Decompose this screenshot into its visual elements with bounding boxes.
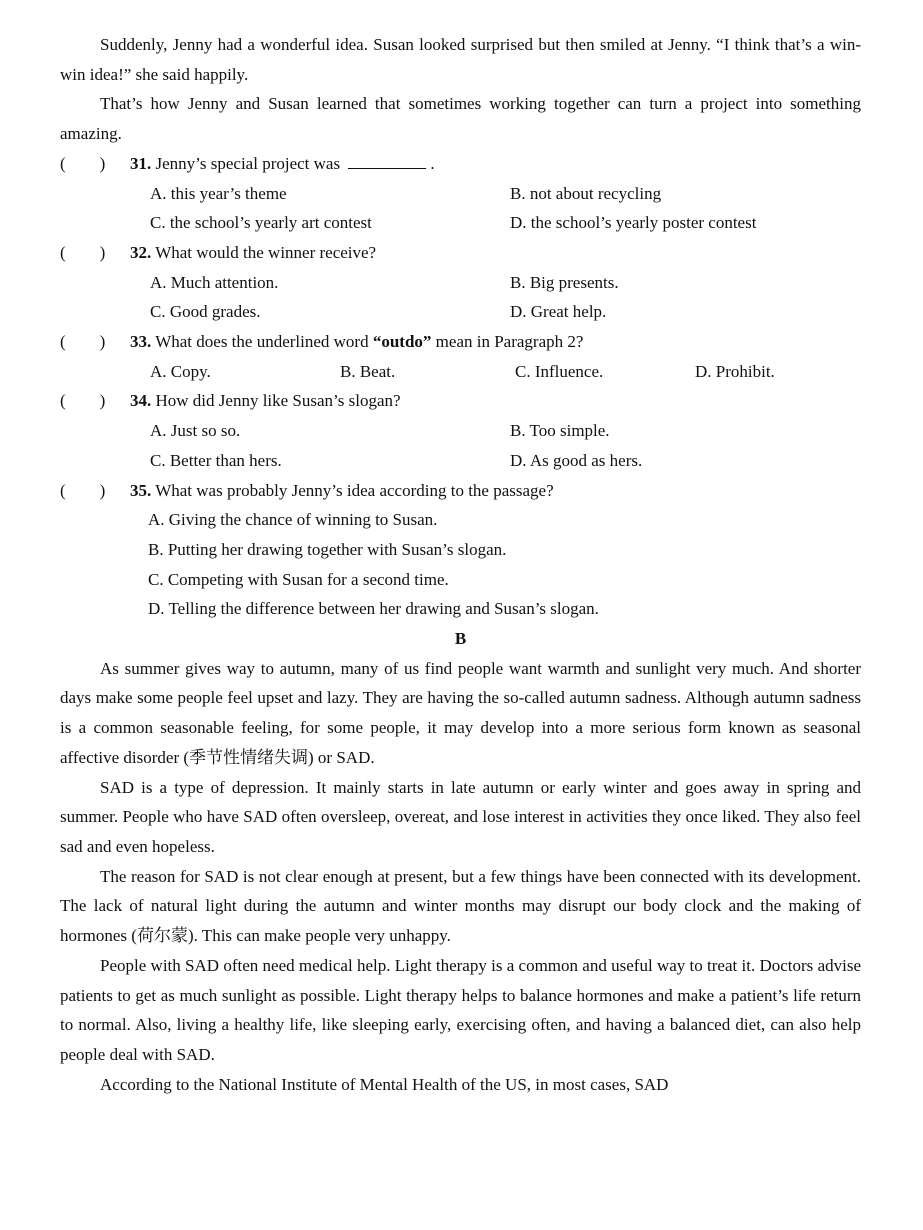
- story-paragraph: Suddenly, Jenny had a wonderful idea. Susan looked surprised but then smiled at Jenny. “I think that’s a win-win idea!” she said happily.: [60, 35, 861, 84]
- question-stem: Jenny’s special project was: [155, 153, 341, 173]
- option-b[interactable]: B. Too simple.: [510, 421, 610, 441]
- options-35: [60, 505, 861, 624]
- answer-bracket[interactable]: ( ): [60, 480, 106, 500]
- question-keyword: “outdo”: [372, 332, 432, 352]
- question-number: 31.: [130, 153, 152, 173]
- options-34: [60, 416, 861, 475]
- option-c[interactable]: C. Influence.: [515, 361, 604, 381]
- option-b[interactable]: B. not about recycling: [510, 183, 662, 203]
- option-d[interactable]: D. Great help.: [510, 302, 607, 322]
- question-stem: What was probably Jenny’s idea according to the passage?: [155, 480, 554, 500]
- option-a[interactable]: A. Copy.: [150, 361, 211, 381]
- passage-paragraph: According to the National Institute of Mental Health of the US, in most cases, SAD: [100, 1074, 669, 1094]
- option-d[interactable]: D. As good as hers.: [510, 450, 643, 470]
- option-c[interactable]: C. Good grades.: [150, 302, 261, 322]
- question-stem-post: mean in Paragraph 2?: [431, 332, 584, 352]
- option-a[interactable]: A. Giving the chance of winning to Susan.: [148, 510, 438, 530]
- option-c[interactable]: C. the school’s yearly art contest: [150, 213, 372, 233]
- question-stem: What would the winner receive?: [155, 242, 377, 262]
- answer-bracket[interactable]: ( ): [60, 332, 106, 352]
- option-a[interactable]: A. Much attention.: [150, 272, 279, 292]
- question-34: [60, 386, 861, 416]
- question-33: [60, 327, 861, 357]
- options-33: [60, 357, 861, 387]
- option-d[interactable]: D. Telling the difference between her drawing and Susan’s slogan.: [148, 599, 599, 619]
- passage-paragraph: SAD is a type of depression. It mainly starts in late autumn or early winter and goes away in spring and summer. People who have SAD often oversleep, overeat, and lose interest in activities they once liked. They also feel sad and even hopeless.: [60, 777, 861, 856]
- question-stem: How did Jenny like Susan’s slogan?: [155, 391, 401, 411]
- option-b[interactable]: B. Big presents.: [510, 272, 619, 292]
- answer-bracket[interactable]: ( ): [60, 153, 106, 173]
- passage-paragraph: The reason for SAD is not clear enough at present, but a few things have been connected with its development. The lack of natural light during the autumn and winter months may disrupt our body clock and the making of hormones (荷尔蒙). This can make people very unhappy.: [60, 866, 861, 946]
- options-31: [60, 179, 861, 238]
- question-number: 33.: [130, 332, 152, 352]
- option-d[interactable]: D. Prohibit.: [695, 361, 775, 381]
- section-title: B: [454, 629, 467, 649]
- question-35: [60, 476, 861, 506]
- answer-bracket[interactable]: ( ): [60, 242, 106, 262]
- option-b[interactable]: B. Putting her drawing together with Susan’s slogan.: [148, 539, 507, 559]
- question-stem-pre: What does the underlined word: [155, 332, 373, 352]
- story-paragraph: That’s how Jenny and Susan learned that sometimes working together can turn a project into something amazing.: [60, 94, 861, 144]
- passage-paragraph: As summer gives way to autumn, many of us find people want warmth and sunlight very much. And shorter days make some people feel upset and lazy. They are having the so-called autumn sadness. Although autumn sadness is a common seasonable feeling, for some people, it may develop into a more serious form known as seasonal affective disorder (季节性情绪失调) or SAD.: [60, 658, 861, 767]
- question-number: 34.: [130, 391, 152, 411]
- stem-end: .: [430, 153, 435, 173]
- question-32: [60, 238, 861, 268]
- passage-paragraph: People with SAD often need medical help. Light therapy is a common and useful way to treat it. Doctors advise patients to get as much sunlight as possible. Light therapy helps to balance hormones and make a patient’s life return to normal. Also, living a healthy life, like sleeping early, exercising often, and having a balanced diet, can also help people deal with SAD.: [60, 955, 861, 1064]
- question-31: [60, 149, 861, 179]
- option-d[interactable]: D. the school’s yearly poster contest: [510, 213, 757, 233]
- option-b[interactable]: B. Beat.: [340, 361, 396, 381]
- question-number: 35.: [130, 480, 152, 500]
- question-number: 32.: [130, 242, 152, 262]
- answer-bracket[interactable]: ( ): [60, 391, 106, 411]
- answer-blank: [348, 154, 426, 169]
- option-c[interactable]: C. Competing with Susan for a second time.: [148, 569, 449, 589]
- options-32: [60, 268, 861, 327]
- option-c[interactable]: C. Better than hers.: [150, 450, 282, 470]
- option-a[interactable]: A. this year’s theme: [150, 183, 287, 203]
- option-a[interactable]: A. Just so so.: [150, 421, 241, 441]
